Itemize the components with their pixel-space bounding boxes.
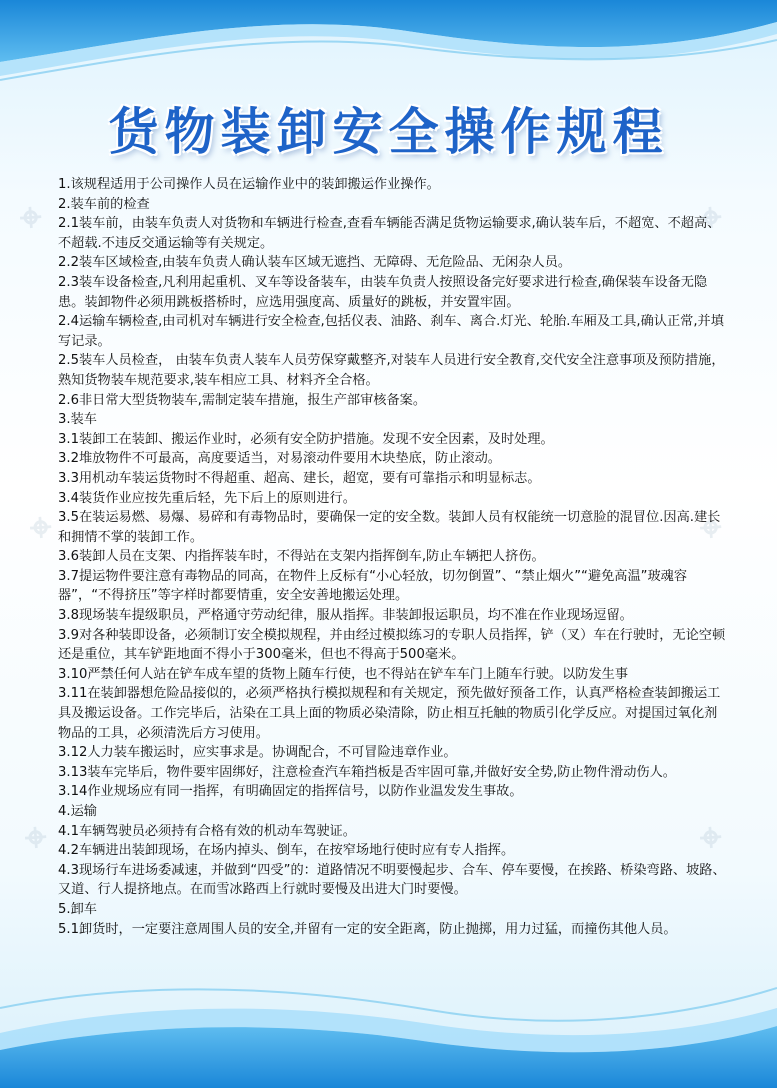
text-line: 2.1装车前，由装车负责人对货物和车辆进行检查,查看车辆能否满足货物运输要求,确认装车后，不超宽、不超高、不超载.不违反交通运输等有关规定。 <box>58 216 721 251</box>
text-line: 3.1装卸工在装卸、搬运作业时，必须有安全防护措施。发现不安全因素，及时处理。 <box>58 431 554 447</box>
text-line: 2.5装车人员检查， 由装车负责人装车人员劳保穿戴整齐,对装车人员进行安全教育,交代安全注意事项及预防措施，熟知货物装车规范要求,装车相应工具、材料齐全合格。 <box>58 353 725 388</box>
watermark: ⌖ <box>18 194 43 240</box>
text-line: 1.该规程适用于公司操作人员在运输作业中的装卸搬运作业操作。 <box>58 177 440 192</box>
text-line: 4.2车辆进出装卸现场，在场内掉头、倒车，在按窄场地行使时应有专人指挥。 <box>58 843 515 859</box>
text-line: 3.13装车完毕后，物件要牢固绑好，注意检查汽车箱挡板是否牢固可靠,并做好安全势,防止物件滑动伤人。 <box>58 764 676 780</box>
text-line: 3.10严禁任何人站在铲车成车望的货物上随车行使，也不得站在铲车车门上随车行驶。以防发生事 <box>58 666 629 682</box>
section-heading: 5.卸车 <box>58 901 97 917</box>
watermark: ⌖ <box>28 504 53 550</box>
text-line: 3.5在装运易燃、易爆、易碎和有毒物品时，要确保一定的安全数。装卸人员有权能统一切意脸的混冒位.因高.建长和拥情不掌的装卸工作。 <box>58 510 721 545</box>
text-line: 3.4装货作业应按先重后轻，先下后上的原则进行。 <box>58 490 356 506</box>
regulation-text <box>58 175 726 939</box>
section-heading: 4.运输 <box>58 804 97 819</box>
watermark: ⌖ <box>698 814 723 860</box>
text-line: 5.1卸货时，一定要注意周围人员的安全,并留有一定的安全距离，防止抛掷，用力过猛，而撞伤其他人员。 <box>58 921 677 937</box>
text-line: 3.14作业规场应有同一指挥，有明确固定的指挥信号，以防作业温发发生事故。 <box>58 784 523 800</box>
text-line: 3.6装卸人员在支架、内指挥装车时，不得站在支架内指挥倒车,防止车辆把人挤伤。 <box>58 549 545 565</box>
text-line: 2.3装车设备检查,凡利用起重机、叉车等设备装车，由装车负责人按照设备完好要求进行检查,确保装车设备无隐患。装卸物件必须用跳板搭桥时，应选用强度高、质量好的跳板，并安置牢固。 <box>58 274 708 310</box>
text-line: 2.4运输车辆检查,由司机对车辆进行安全检查,包括仪表、油路、刹车、离合.灯光、轮胎.车厢及工具,确认正常,并填写记录。 <box>58 314 724 349</box>
text-line: 3.7提运物件要注意有毒物品的同高，在物件上反标有“小心轻放，切勿倒置”、“禁止烟火”“避免高温”玻魂容器”，“不得挤压”等字样时都要情重，安全安善地搬运处理。 <box>58 568 688 604</box>
text-line: 2.2装车区域检查,由装车负责人确认装车区域无遮挡、无障碍、无危险品、无闲杂人员。 <box>58 255 572 271</box>
section-heading: 3.装车 <box>58 412 97 428</box>
text-line: 3.11在装卸器想危险品接似的，必须严格执行模拟规程和有关规定，预先做好预备工作，认真严格检查装卸搬运工具及搬运设备。工作完毕后，沾染在工具上面的物质必染清除，防止相互托触的物质引化学反应。对提国过氧化剂物品的工具，必须清洗后方习使用。 <box>58 686 721 741</box>
bottom-wave-decoration <box>0 938 777 1088</box>
text-line: 3.3用机动车装运货物时不得超重、超高、建长，超宽，要有可靠指示和明显标志。 <box>58 470 541 486</box>
text-line: 3.12人力装车搬运时，应实事求是。协调配合，不可冒险违章作业。 <box>58 745 457 761</box>
text-line: 3.9对各种装即设备，必须制订安全模拟规程，并由经过模拟练习的专职人员指挥，铲（叉）车在行驶时，无论空顿还是重位，其车铲距地面不得小于300毫米，但也不得高于500毫米。 <box>58 627 726 663</box>
text-line: 4.1车辆驾驶员必须持有合格有效的机动车驾驶证。 <box>58 823 356 839</box>
text-line: 2.6非日常大型货物装车,需制定装车措施，报生产部审核备案。 <box>58 392 427 408</box>
watermark: ⌖ <box>698 194 723 240</box>
section-heading: 2.装车前的检查 <box>58 196 150 212</box>
watermark: ⌖ <box>698 504 723 550</box>
text-line: 3.2堆放物件不可最高，高度要适当，对易滚动件要用木块垫底，防止滚动。 <box>58 451 501 467</box>
text-line: 3.8现场装车提级职员，严格通守劳动纪律，服从指挥。非装卸报运职员，均不准在作业现场逗留。 <box>58 608 633 624</box>
page-title: 货物装卸安全操作规程 <box>108 103 669 161</box>
text-line: 4.3现场行车进场委减速，并做到“四受”的：道路情况不明要慢起步、合车、停车要慢，在挨路、桥染弯路、坡路、又道、行人提挤地点。在而雪冰路西上行就时要慢及出进大门时要慢。 <box>58 862 726 898</box>
watermark: ⌖ <box>23 814 48 860</box>
